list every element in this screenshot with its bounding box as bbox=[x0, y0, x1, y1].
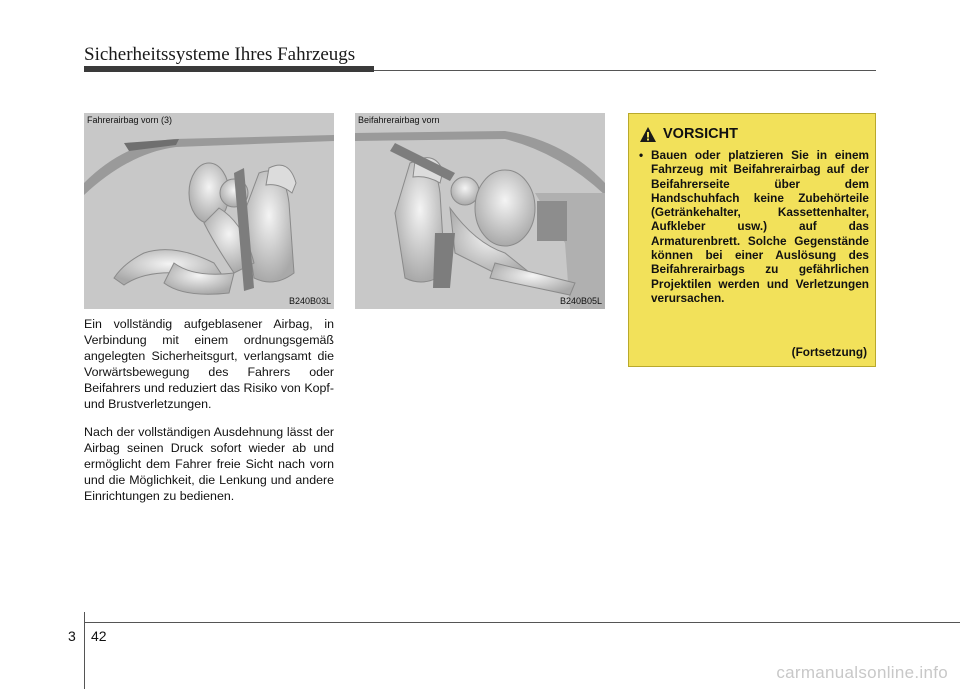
passenger-airbag-illustration bbox=[355, 113, 605, 309]
header-bar bbox=[84, 66, 374, 72]
header-rule bbox=[374, 70, 876, 71]
warning-box bbox=[628, 113, 876, 367]
page-number: 42 bbox=[91, 628, 107, 644]
paragraph-airbag-deflation: Nach der vollständigen Ausdehnung lässt der Airbag seinen Druck sofort wieder ab und ermöglicht dem Fahrer freie Sicht nach vorn und die Möglichkeit, die Lenkung und andere Einrichtungen zu bedienen. bbox=[84, 425, 334, 503]
figure-driver-airbag bbox=[84, 113, 334, 309]
warning-title: VORSICHT bbox=[663, 126, 738, 142]
page-header-title: Sicherheitssysteme Ihres Fahrzeugs bbox=[84, 44, 356, 65]
figure-code: B240B03L bbox=[288, 296, 331, 306]
footer-vertical-rule bbox=[84, 612, 85, 689]
figure-passenger-airbag bbox=[355, 113, 605, 309]
figure-caption: Fahrerairbag vorn (3) bbox=[87, 115, 173, 125]
figure-code: B240B05L bbox=[559, 296, 602, 306]
driver-airbag-illustration bbox=[84, 113, 334, 309]
warning-header bbox=[639, 124, 738, 144]
warning-continued: (Fortsetzung) bbox=[791, 345, 867, 359]
watermark: carmanualsonline.info bbox=[776, 663, 948, 682]
chapter-number: 3 bbox=[68, 628, 76, 644]
warning-triangle-icon bbox=[639, 126, 657, 143]
figure-caption: Beifahrerairbag vorn bbox=[358, 115, 440, 125]
warning-text bbox=[639, 148, 869, 305]
warning-body: Bauen oder platzieren Sie in einem Fahrzeug mit Beifahrerairbag auf der Beifahrerseite über dem Handschuhfach keine Zubehörteile (Getränkehalter, Kassettenhalter, Aufkleber usw.) auf das Armaturenbrett. Solche Gegenstände können bei einer Auslösung des Beifahrerairbags zu gefährlichen Projektilen werden und Verletzungen verursachen. bbox=[651, 148, 869, 305]
warning-bullet: • bbox=[639, 148, 644, 162]
paragraph-airbag-effect: Ein vollständig aufgeblasener Airbag, in Verbindung mit einem ordnungsgemäß angelegten Sicherheitsgurt, verlangsamt die Vorwärtsbewegung des Fahrers oder Beifahrers und reduziert das Risiko von Kopf- und Brustverletzungen. bbox=[84, 317, 334, 411]
footer-rule bbox=[84, 622, 960, 623]
